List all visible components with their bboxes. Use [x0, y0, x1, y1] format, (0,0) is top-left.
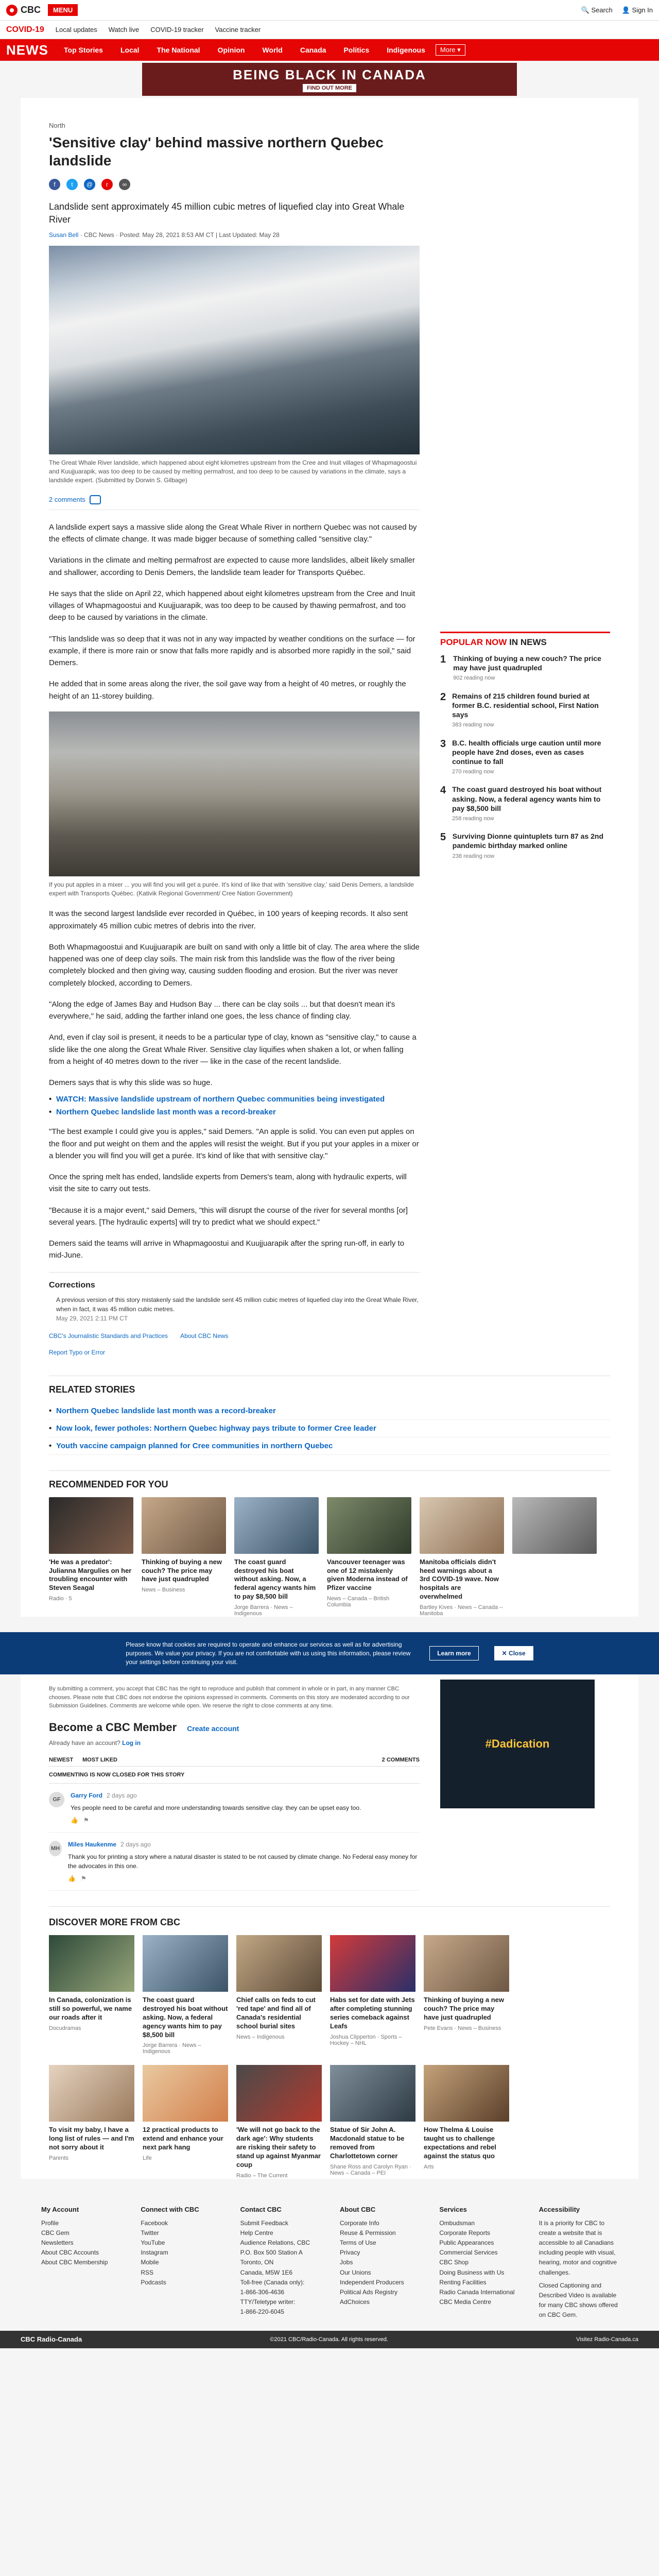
popular-headline: Surviving Dionne quintuplets turn 87 as 2nd pandemic birthday marked online: [452, 832, 604, 850]
card-image: [142, 1497, 226, 1554]
paragraph: And, even if clay soil is present, it needs to be a particular type of clay, known as "sensitive clay," to cause a slide like the one along the Great Whale River. Sensitive clay liquifies when shaken a lot, or when falling from a height of 40 metres down to the river — like in the case of the recent landslide.: [49, 1033, 417, 1066]
card-meta: Shane Ross and Carolyn Ryan · News – Canada – PEI: [330, 2163, 411, 2176]
photo1-caption: The Great Whale River landslide, which happened about eight kilometres upstream from the Cree and Inuit villages of Whapmagoostui and Kuujjuarapik, was too deep to be caused by melting permafrost, and too deep to be caused by variations in the climate, says a landslide expert. (Submitted by Dorwin S. Gilbage): [49, 459, 417, 484]
comment-age: 2 days ago: [120, 1840, 151, 1848]
inline-related-link[interactable]: • WATCH: Massive landslide upstream of northern Quebec communities being investigated: [49, 1095, 420, 1104]
footer-heading: Accessibility: [539, 2205, 580, 2213]
related-story-link[interactable]: • Now look, fewer potholes: Northern Quebec highway pays tribute to former Cree leader: [49, 1420, 610, 1437]
card-meta: News – Canada – British Columbia: [327, 1596, 390, 1608]
card-meta: Bartley Kives · News – Canada – Manitoba: [420, 1604, 503, 1617]
card-image: [424, 2065, 509, 2122]
nav-the-national[interactable]: The National: [157, 46, 200, 54]
article-category[interactable]: North: [49, 122, 65, 129]
footer-col-accessibility: [539, 2205, 618, 2320]
footer-link[interactable]: Submit Feedback: [240, 2219, 289, 2227]
footer-text: 1-866-306-4636: [240, 2288, 285, 2296]
popular-item[interactable]: [440, 785, 610, 822]
footer-link[interactable]: Reuse & Permission: [339, 2229, 396, 2236]
footer-heading: Contact CBC: [240, 2205, 282, 2213]
footer-text: Toronto, ON: [240, 2259, 274, 2266]
footer-link[interactable]: Mobile: [141, 2259, 159, 2266]
avatar: GF: [49, 1792, 64, 1807]
comment-bubble-icon: [90, 495, 101, 504]
card-image: [330, 1935, 415, 1992]
twitter-icon[interactable]: t: [66, 179, 78, 190]
footer: [0, 2189, 659, 2331]
footer-link[interactable]: Doing Business with Us: [439, 2268, 505, 2276]
footer-text: It is a priority for CBC to create a website that is accessible to all Canadians including people with visual, hearing, motor and cognitive challenges.: [539, 2219, 617, 2276]
standards-link[interactable]: CBC's Journalistic Standards and Practices: [49, 1332, 168, 1340]
recommended-title: RECOMMENDED FOR YOU: [49, 1470, 610, 1490]
banner-ad-creative[interactable]: [142, 63, 517, 96]
more-button[interactable]: More ▾: [436, 44, 465, 56]
footer-link[interactable]: Ombudsman: [439, 2219, 475, 2227]
comment-terms: By submitting a comment, you accept that CBC has the right to reproduce and publish that comment in whole or in part, in any manner CBC chooses. Please note that CBC does not endorse the opinions expressed in comments. Comments on this story are moderated according to our Submission Guidelines. Comments are welcome while open. We reserve the right to close comments at any time.: [49, 1686, 410, 1709]
card-title: Thinking of buying a new couch? The price may have just quadrupled: [142, 1557, 222, 1583]
related-stories-title: RELATED STORIES: [49, 1376, 610, 1395]
card-title: Chief calls on feds to cut 'red tape' and find all of Canada's residential school burial sites: [236, 1995, 316, 2030]
popular-rank: 4: [440, 785, 446, 796]
learn-more-button[interactable]: Learn more: [429, 1646, 478, 1660]
correction-note: [56, 1295, 420, 1323]
footer-col-about: [340, 2205, 419, 2320]
banner-cta: FIND OUT MORE: [303, 84, 356, 92]
signin-link[interactable]: 👤 Sign In: [621, 6, 653, 14]
card-image: [330, 2065, 415, 2122]
card-image: [236, 2065, 322, 2122]
footer-link[interactable]: AdChoices: [339, 2298, 370, 2306]
card-title: Statue of Sir John A. Macdonald statue to be removed from Charlottetown corner: [330, 2126, 405, 2160]
news-nav: [64, 46, 425, 54]
card-meta: Arts: [424, 2163, 434, 2170]
tab-most-liked[interactable]: MOST LIKED: [82, 1756, 117, 1763]
discover-card[interactable]: [424, 2065, 509, 2178]
card-title: To visit my baby, I have a long list of rules — and I'm not sorry about it: [49, 2126, 134, 2151]
paragraph: Demers says that is why this slide was so huge.: [49, 1078, 213, 1088]
flag-icon[interactable]: ⚑: [83, 1816, 89, 1824]
footer-link[interactable]: CBC Gem: [41, 2229, 70, 2236]
discover-card[interactable]: [236, 2065, 322, 2178]
footer-link[interactable]: Corporate Reports: [439, 2229, 491, 2236]
paragraph: He says that the slide on April 22, which happened about eight kilometres upstream from the Cree and Inuit villages of Whapmagoostui and Kuujjuarapik, was too deep to be caused by thawing permafrost, and too deep to be caused by variations in the climate.: [49, 589, 415, 622]
footer-col-contact: [240, 2205, 319, 2320]
footer-heading: Services: [439, 2205, 467, 2213]
comments-closed-notice: COMMENTING IS NOW CLOSED FOR THIS STORY: [49, 1767, 420, 1784]
card-image: [143, 1935, 228, 1992]
comment: [49, 1784, 420, 1833]
comments-link[interactable]: [49, 495, 420, 510]
community-section: [21, 1674, 638, 2178]
more-label: More: [440, 46, 456, 54]
comment-count: 2 COMMENTS: [381, 1756, 420, 1763]
comment: [49, 1833, 420, 1891]
card-title: 12 practical products to extend and enhance your next park hang: [143, 2126, 223, 2151]
cbc-gem-icon: [6, 5, 18, 16]
popular-reads: 902 reading now: [453, 675, 495, 682]
nav-local[interactable]: Local: [120, 46, 140, 54]
nav-top-stories[interactable]: Top Stories: [64, 46, 103, 54]
recommended-card[interactable]: [234, 1497, 319, 1617]
covid-logo[interactable]: COVID-19: [6, 25, 44, 34]
inline-related-link[interactable]: • Northern Quebec landslide last month was a record-breaker: [49, 1108, 420, 1116]
become-member: [49, 1721, 420, 1734]
discover-card[interactable]: [236, 1935, 322, 2055]
covid-link-watch[interactable]: Watch live: [108, 26, 140, 33]
discover-card[interactable]: [143, 2065, 228, 2178]
card-title: Thinking of buying a new couch? The price may have just quadrupled: [424, 1995, 504, 2021]
discover-card[interactable]: [424, 1935, 509, 2055]
paragraph: "The best example I could give you is apples," said Demers. "An apple is solid. You can even put apples on the floor and put weight on them and the apples will resist the weight. But if you put your apples in a mixer or a blender you will find you will get a purée. It's kind of like that with sensitive clay.": [49, 1127, 419, 1160]
commenter-name[interactable]: Miles Haukenme: [68, 1840, 117, 1848]
popular-rank: 2: [440, 691, 446, 703]
share-bar: [49, 179, 420, 190]
radio-canada-logo[interactable]: CBC Radio-Canada: [21, 2335, 82, 2344]
footer-col-services: [439, 2205, 518, 2320]
comment-age: 2 days ago: [107, 1791, 137, 1799]
discover-card[interactable]: [330, 2065, 415, 2178]
paragraph: Variations in the climate and melting permafrost are expected to cause more landslides, albeit likely smaller and shallower, according to Denis Demers, the landslide team leader for Transports Québec.: [49, 556, 415, 577]
popular-headline: B.C. health officials urge caution until more people have 2nd doses, even as cases continue to fall: [452, 738, 601, 766]
nav-indigenous[interactable]: Indigenous: [387, 46, 425, 54]
paragraph: Demers said the teams will arrive in Whapmagoostui and Kuujjuarapik after the spring run-off, in early to mid-June.: [49, 1239, 405, 1260]
recommended-card[interactable]: [420, 1497, 504, 1617]
card-title: Manitoba officials didn't heed warnings about a 3rd COVID-19 wave. Now hospitals are overwhelmed: [420, 1557, 499, 1601]
byline-meta: · CBC News · Posted: May 28, 2021 8:53 AM CT | Last Updated: May 28: [80, 231, 280, 239]
discover-row: [49, 2065, 610, 2178]
footer-link[interactable]: Twitter: [141, 2229, 159, 2236]
popular-item[interactable]: [440, 654, 610, 682]
signin-label: Sign In: [632, 6, 653, 14]
card-title: 'He was a predator': Julianna Margulies on her troubling encounter with Steven Seagal: [49, 1557, 132, 1592]
correction-text: A previous version of this story mistakenly said the landslide sent 45 million cubic metres of liquefied clay into the Great Whale River, when in fact, it was 45 million cubic metres.: [56, 1296, 419, 1313]
card-image: [512, 1497, 597, 1554]
card-title: Habs set for date with Jets after completing stunning series comeback against Leafs: [330, 1995, 415, 2030]
card-meta: Pete Evans · News – Business: [424, 2025, 501, 2031]
popular-item[interactable]: [440, 691, 610, 729]
footer-link[interactable]: Privacy: [339, 2249, 360, 2257]
footer-text: Canada, M5W 1E6: [240, 2268, 293, 2276]
popular-reads: 270 reading now: [452, 769, 494, 775]
visitez-link[interactable]: Visitez Radio-Canada.ca: [576, 2336, 638, 2343]
footer-heading: Connect with CBC: [141, 2205, 199, 2213]
news-title[interactable]: NEWS: [6, 42, 48, 58]
facebook-icon[interactable]: f: [49, 179, 60, 190]
footer-link[interactable]: Our Unions: [339, 2268, 371, 2276]
footer-link[interactable]: Help Centre: [240, 2229, 273, 2236]
comments-count: 2 comments: [49, 496, 85, 504]
recommended-card[interactable]: [327, 1497, 411, 1617]
article-page: [21, 98, 638, 1376]
covid-link-vaccine[interactable]: Vaccine tracker: [215, 26, 261, 33]
paragraph: Once the spring melt has ended, landslide experts from Demers's team, along with hydraulic experts, will visit the site to carry out tests.: [49, 1173, 407, 1194]
recommended-card[interactable]: [142, 1497, 226, 1617]
popular-headline: The coast guard destroyed his boat without asking. Now, a federal agency wants him to pay $8,500 bill: [452, 785, 602, 812]
commenter-name[interactable]: Garry Ford: [71, 1791, 103, 1799]
popular-reads: 383 reading now: [452, 722, 494, 728]
report-links: [49, 1349, 420, 1356]
recommended-cards: [49, 1497, 610, 1617]
footer-link[interactable]: Newsletters: [41, 2239, 74, 2247]
popular-headline: Remains of 215 children found buried at former B.C. residential school, First Nation says: [452, 691, 599, 719]
create-account-link[interactable]: Create account: [187, 1724, 239, 1733]
covid-link-local[interactable]: Local updates: [55, 26, 97, 33]
card-title: 'We will not go back to the dark age': Why students are risking their safety to stand up against Myanmar coup: [236, 2126, 321, 2168]
corrections-title: Corrections: [49, 1272, 420, 1290]
footer-text: 1-866-220-6045: [240, 2308, 285, 2316]
article-deck: Landslide sent approximately 45 million cubic metres of liquefied clay into Great Whale River: [49, 201, 405, 225]
bottom-bar: [0, 2331, 659, 2348]
about-cbc-news-link[interactable]: About CBC News: [180, 1332, 229, 1340]
correction-date: May 29, 2021 2:11 PM CT: [56, 1314, 128, 1322]
inline-related-links: [49, 1095, 420, 1116]
related-story-link[interactable]: • Youth vaccine campaign planned for Cree communities in northern Quebec: [49, 1437, 610, 1455]
footer-link[interactable]: Profile: [41, 2219, 59, 2227]
footer-link[interactable]: Independent Producers: [339, 2278, 404, 2286]
footer-link[interactable]: Commercial Services: [439, 2249, 498, 2257]
related-stories-list: [49, 1402, 610, 1455]
nav-canada[interactable]: Canada: [300, 46, 326, 54]
report-typo-link[interactable]: Report Typo or Error: [49, 1348, 106, 1356]
like-icon[interactable]: 👍: [71, 1816, 78, 1824]
popular-reads: 238 reading now: [452, 853, 495, 859]
popular-rank: 3: [440, 738, 446, 750]
link-icon[interactable]: ∞: [119, 179, 130, 190]
footer-link[interactable]: Public Appearances: [439, 2239, 494, 2247]
card-image: [49, 2065, 134, 2122]
card-title: How Thelma & Louise taught us to challenge expectations and rebel against the status quo: [424, 2126, 496, 2160]
footer-link[interactable]: Radio Canada International: [439, 2288, 515, 2296]
comment-text: Thank you for printing a story where a natural disaster is stated to be not caused by climate change. No Federal easy money for the advocates in this one.: [68, 1853, 418, 1870]
card-title: The coast guard destroyed his boat without asking. Now, a federal agency wants him to pay $8,500 bill: [143, 1995, 228, 2039]
article-main: [49, 106, 420, 1360]
popular-rank: 1: [440, 654, 446, 665]
popular-rank: 5: [440, 832, 446, 843]
clay-cliff-photo[interactable]: [49, 711, 420, 876]
menu-button[interactable]: MENU: [48, 4, 78, 16]
covid-bar: [0, 21, 659, 39]
footer-text: P.O. Box 500 Station A: [240, 2249, 303, 2257]
reddit-icon[interactable]: r: [101, 179, 113, 190]
card-meta: Jorge Barrera · News – Indigenous: [234, 1604, 293, 1617]
comment-actions: [71, 1817, 361, 1824]
tab-newest[interactable]: NEWEST: [49, 1756, 74, 1763]
popular-item[interactable]: [440, 738, 610, 776]
comment-tabs: [49, 1757, 420, 1767]
sidebar: [440, 106, 610, 1360]
footer-link[interactable]: Facebook: [141, 2219, 168, 2227]
covid-link-tracker[interactable]: COVID-19 tracker: [150, 26, 204, 33]
byline: [49, 231, 420, 239]
recommended-card[interactable]: [512, 1497, 597, 1617]
card-meta: Jorge Barrera · News – Indigenous: [143, 2042, 201, 2055]
paragraph: It was the second largest landslide ever recorded in Québec, in 100 years of keeping records. It also sent approximately 45 million cubic metres of debris into the river.: [49, 909, 408, 930]
paragraph: He added that in some areas along the river, the soil gave way from a height of 40 metres, or roughly the height of an 11-storey building.: [49, 680, 406, 701]
comment-actions: [68, 1875, 420, 1882]
card-meta: News – Indigenous: [236, 2033, 285, 2040]
popular-item[interactable]: [440, 832, 610, 860]
email-icon[interactable]: @: [84, 179, 95, 190]
copyright: ©2021 CBC/Radio-Canada. All rights reserved.: [270, 2336, 388, 2343]
login-link[interactable]: Log in: [122, 1739, 141, 1747]
footer-heading: My Account: [41, 2205, 79, 2213]
cookie-banner: [0, 1632, 659, 1674]
card-image: [234, 1497, 319, 1554]
footer-link[interactable]: Renting Facilities: [439, 2278, 487, 2286]
card-meta: Joshua Clipperton · Sports – Hockey – NHL: [330, 2033, 402, 2046]
footer-link[interactable]: Terms of Use: [339, 2239, 376, 2247]
card-image: [143, 2065, 228, 2122]
search-label: Search: [591, 6, 613, 14]
discover-card[interactable]: [49, 1935, 134, 2055]
footer-link[interactable]: About CBC Membership: [41, 2259, 108, 2266]
nav-politics[interactable]: Politics: [343, 46, 370, 54]
card-meta: Docudramas: [49, 2025, 81, 2031]
discover-row: [49, 1935, 610, 2055]
popular-now-title: [440, 632, 610, 648]
close-button[interactable]: ✕ Close: [494, 1646, 533, 1660]
login-prompt: Already have an account?: [49, 1739, 120, 1747]
comments-sidebar: [440, 1674, 595, 1891]
footer-link[interactable]: RSS: [141, 2268, 154, 2276]
comment-area: [49, 1674, 610, 1891]
paragraph: "Along the edge of James Bay and Hudson Bay ... there can be clay soils ... but that doesn't mean it's everywhere," he said, adding the farther inland one goes, the less chance of finding clay.: [49, 999, 395, 1021]
footer-link[interactable]: Political Ads Registry: [339, 2288, 398, 2296]
paragraph: Both Whapmagoostui and Kuujjuarapik are built on sand with only a little bit of clay. The area where the slide happened was one of deep clay soils. The main risk from this landslide was the flow of the river being completely blocked and then giving way, causing sudden flooding and erosion. But the river was never completely blocked, according to Demers.: [49, 942, 420, 988]
card-title: The coast guard destroyed his boat without asking. Now, a federal agency wants him to pay $8,500 bill: [234, 1557, 316, 1601]
footer-link[interactable]: CBC Media Centre: [439, 2298, 492, 2306]
discover-title: DISCOVER MORE FROM CBC: [49, 1906, 610, 1928]
paragraph: "This landslide was so deep that it was not in any way impacted by weather conditions on the surface — for example, if there is more rain or snow that falls more rapidly and is absorbed more rapidly in the soil," said Demers.: [49, 634, 415, 668]
cbc-logo[interactable]: [6, 5, 41, 16]
login-line: [49, 1739, 420, 1747]
card-image: [49, 1935, 134, 1992]
popular-reads: 258 reading now: [452, 815, 494, 822]
standards-links: [49, 1332, 420, 1340]
footer-link[interactable]: About CBC Accounts: [41, 2249, 99, 2257]
card-image: [420, 1497, 504, 1554]
popular-headline: Thinking of buying a new couch? The price may have just quadrupled: [453, 654, 601, 672]
footer-link[interactable]: Corporate Info: [339, 2219, 379, 2227]
footer-text: TTY/Teletype writer:: [240, 2298, 296, 2306]
card-meta: Radio – The Current: [236, 2172, 288, 2179]
card-image: [327, 1497, 411, 1554]
paragraph: A landslide expert says a massive slide along the Great Whale River in northern Quebec was not caused by the effects of climate change. It was made bigger because of something called "sensitive clay.": [49, 522, 417, 544]
cbc-logo-text: CBC: [21, 5, 41, 15]
comment-text: Yes people need to be careful and more understanding towards sensitive clay. they can be upset easy too.: [71, 1804, 361, 1811]
close-label: Close: [509, 1650, 526, 1657]
search-link[interactable]: 🔍 Search: [581, 6, 613, 14]
card-image: [236, 1935, 322, 1992]
discover-card[interactable]: [49, 2065, 134, 2178]
footer-heading: About CBC: [339, 2205, 376, 2213]
popular-title-a: POPULAR NOW: [440, 637, 507, 647]
card-meta: Parents: [49, 2155, 68, 2162]
become-member-title: Become a CBC Member: [49, 1720, 177, 1734]
footer-text: Toll-free (Canada only):: [240, 2278, 305, 2286]
author-link[interactable]: Susan Bell: [49, 231, 79, 239]
footer-link[interactable]: Podcasts: [141, 2278, 166, 2286]
card-image: [49, 1497, 133, 1554]
news-bar: [0, 39, 659, 61]
landslide-aerial-photo[interactable]: [49, 246, 420, 454]
footer-link[interactable]: YouTube: [141, 2239, 165, 2247]
footer-link[interactable]: CBC Shop: [439, 2259, 469, 2266]
like-icon[interactable]: 👍: [68, 1874, 76, 1882]
card-meta: News – Business: [142, 1587, 185, 1594]
footer-columns: [21, 2205, 638, 2320]
footer-link[interactable]: Instagram: [141, 2249, 168, 2257]
top-right-links: [581, 6, 653, 14]
card-image: [424, 1935, 509, 1992]
popular-title-b: IN NEWS: [509, 637, 547, 647]
footer-link[interactable]: Jobs: [339, 2259, 353, 2266]
cookie-text: Please know that cookies are required to operate and enhance our services as well as for advertising purposes. We value your privacy. If you are not comfortable with us using this information, please review your settings before continuing your visit.: [126, 1641, 411, 1666]
nav-opinion[interactable]: Opinion: [217, 46, 245, 54]
footer-col-connect: [141, 2205, 219, 2320]
top-bar: [0, 0, 659, 21]
comments-main: [49, 1674, 420, 1891]
flag-icon[interactable]: ⚑: [81, 1874, 86, 1882]
footer-col-account: [41, 2205, 120, 2320]
related-story-link[interactable]: • Northern Quebec landslide last month was a record-breaker: [49, 1402, 610, 1420]
banner-headline: BEING BLACK IN CANADA: [233, 66, 426, 82]
card-meta: Radio · 5: [49, 1596, 72, 1602]
recommended-card[interactable]: [49, 1497, 133, 1617]
card-title: Vancouver teenager was one of 12 mistakenly given Moderna instead of Pfizer vaccine: [327, 1557, 408, 1592]
related-section: [21, 1376, 638, 1617]
paragraph: "Because it is a major event," said Demers, "this will disrupt the course of the river for several months [or] several years. [The hydraulic experts] will try to predict what we should expect.": [49, 1206, 408, 1227]
nav-world[interactable]: World: [262, 46, 283, 54]
article-headline: 'Sensitive clay' behind massive northern Quebec landslide: [49, 134, 384, 168]
discover-card[interactable]: [330, 1935, 415, 2055]
avatar: MH: [49, 1841, 62, 1856]
card-title: In Canada, colonization is still so powerful, we name our roads after it: [49, 1995, 132, 2021]
footer-text: Closed Captioning and Described Video is available for many CBC shows offered on CBC Gem.: [539, 2281, 618, 2319]
discover-card[interactable]: [143, 1935, 228, 2055]
footer-text: Audience Relations, CBC: [240, 2239, 310, 2247]
banner-ad: [0, 61, 659, 98]
photo2-caption: If you put apples in a mixer ... you will find you will get a purée. It's kind of like that with 'sensitive clay,' said Denis Demers, a landslide expert with Transports Québec. (Kativik Regional Government/ Cree Nation Government): [49, 880, 414, 897]
card-meta: Life: [143, 2155, 152, 2162]
sidebar-ad[interactable]: #Dadication: [440, 1680, 595, 1808]
